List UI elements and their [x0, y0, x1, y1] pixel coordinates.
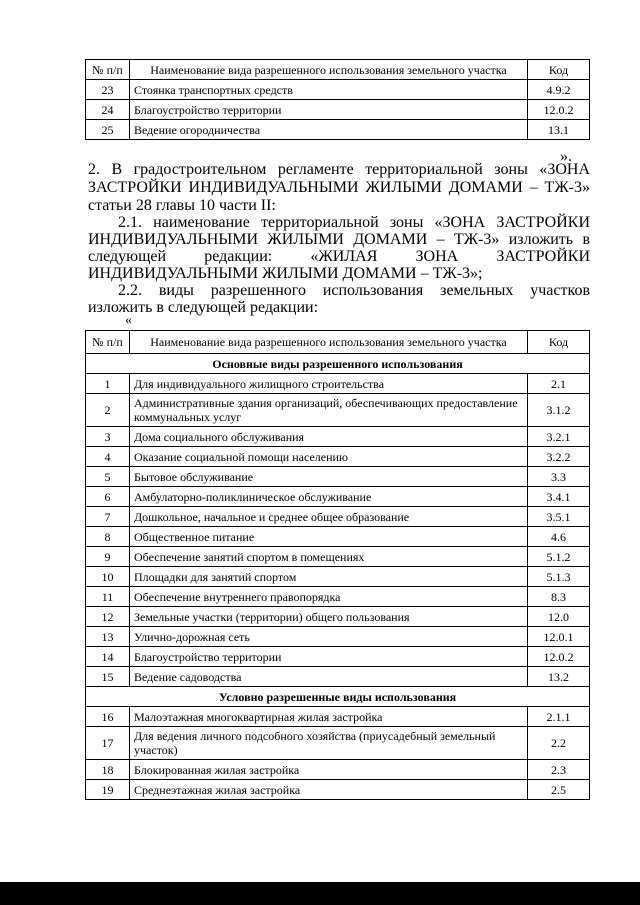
- row-name: Благоустройство территории: [130, 100, 528, 120]
- row-num: 8: [86, 527, 130, 547]
- row-name: Оказание социальной помощи населению: [130, 447, 528, 467]
- table-row: [86, 760, 590, 780]
- row-code: 5.1.3: [528, 567, 590, 587]
- row-name: Дошкольное, начальное и среднее общее образование: [130, 507, 528, 527]
- row-code: 5.1.2: [528, 547, 590, 567]
- table-row: [86, 607, 590, 627]
- table-row: [86, 374, 590, 394]
- row-name: Обеспечение занятий спортом в помещениях: [130, 547, 528, 567]
- paragraph-2-2-line-1: 2.2. виды разрешенного использования земельных участков: [118, 282, 590, 299]
- table-row: [86, 100, 590, 120]
- row-num: 9: [86, 547, 130, 567]
- row-code: 2.2: [528, 727, 590, 760]
- paragraph-2-1-line-2: ИНДИВИДУАЛЬНЫМИ ЖИЛЫМИ ДОМАМИ – ТЖ-3» изложить в: [88, 231, 590, 248]
- row-name: Благоустройство территории: [130, 647, 528, 667]
- row-name: Бытовое обслуживание: [130, 467, 528, 487]
- row-num: 1: [86, 374, 130, 394]
- row-code: 3.2.2: [528, 447, 590, 467]
- table-row: [86, 547, 590, 567]
- row-num: 3: [86, 427, 130, 447]
- row-name: Обеспечение внутреннего правопорядка: [130, 587, 528, 607]
- row-code: 3.4.1: [528, 487, 590, 507]
- row-name: Среднеэтажная жилая застройка: [130, 780, 528, 800]
- row-name: Для индивидуального жилищного строительства: [130, 374, 528, 394]
- table-row: [86, 80, 590, 100]
- row-num: 14: [86, 647, 130, 667]
- table-header-row: [86, 331, 590, 354]
- row-code: 4.9.2: [528, 80, 590, 100]
- section-row-conditional: [86, 687, 590, 707]
- row-num: 12: [86, 607, 130, 627]
- row-name: Малоэтажная многоквартирная жилая застройка: [130, 707, 528, 727]
- row-num: 4: [86, 447, 130, 467]
- row-num: 24: [86, 100, 130, 120]
- table-header-row: [86, 60, 590, 80]
- row-name: Блокированная жилая застройка: [130, 760, 528, 780]
- paragraph-2-1-line-1: 2.1. наименование территориальной зоны «ЗОНА ЗАСТРОЙКИ: [118, 214, 590, 231]
- section-row-main: [86, 354, 590, 374]
- row-code: 2.3: [528, 760, 590, 780]
- row-num: 5: [86, 467, 130, 487]
- row-name: Земельные участки (территории) общего пользования: [130, 607, 528, 627]
- row-name: Административные здания организаций, обеспечивающих предоставление коммунальных услуг: [130, 394, 528, 427]
- table-row: [86, 587, 590, 607]
- row-name: Улично-дорожная сеть: [130, 627, 528, 647]
- row-name: Амбулаторно-поликлиническое обслуживание: [130, 487, 528, 507]
- row-code: 3.3: [528, 467, 590, 487]
- row-name: Ведение садоводства: [130, 667, 528, 687]
- section-title-main: Основные виды разрешенного использования: [86, 354, 590, 374]
- row-code: 2.1: [528, 374, 590, 394]
- row-code: 12.0: [528, 607, 590, 627]
- row-num: 19: [86, 780, 130, 800]
- header-name: Наименование вида разрешенного использования земельного участка: [130, 60, 528, 80]
- paragraph-2-line-2: ЗАСТРОЙКИ ИНДИВИДУАЛЬНЫМИ ЖИЛЫМИ ДОМАМИ – ТЖ-3»: [88, 179, 590, 196]
- scan-bottom-bar: [0, 882, 640, 905]
- table-row: [86, 627, 590, 647]
- table-row: [86, 727, 590, 760]
- row-num: 6: [86, 487, 130, 507]
- section-title-conditional: Условно разрешенные виды использования: [86, 687, 590, 707]
- row-name: Площадки для занятий спортом: [130, 567, 528, 587]
- paragraph-2-line-3: статьи 28 главы 10 части II:: [88, 197, 276, 214]
- table-row: [86, 667, 590, 687]
- table-row: [86, 120, 590, 140]
- row-code: 4.6: [528, 527, 590, 547]
- row-code: 3.1.2: [528, 394, 590, 427]
- header-code: Код: [528, 60, 590, 80]
- row-num: 7: [86, 507, 130, 527]
- table-row: [86, 467, 590, 487]
- row-code: 8.3: [528, 587, 590, 607]
- row-num: 16: [86, 707, 130, 727]
- header-name: Наименование вида разрешенного использования земельного участка: [130, 331, 528, 354]
- table-row: [86, 447, 590, 467]
- table-row: [86, 507, 590, 527]
- paragraph-2-1-line-3: следующей редакции: «ЖИЛАЯ ЗОНА ЗАСТРОЙКИ: [88, 248, 590, 265]
- row-code: 12.0.2: [528, 100, 590, 120]
- row-num: 25: [86, 120, 130, 140]
- row-num: 18: [86, 760, 130, 780]
- row-num: 13: [86, 627, 130, 647]
- row-code: 2.5: [528, 780, 590, 800]
- row-name: Ведение огородничества: [130, 120, 528, 140]
- row-num: 15: [86, 667, 130, 687]
- table-row: [86, 527, 590, 547]
- table-row: [86, 394, 590, 427]
- table-row: [86, 487, 590, 507]
- row-code: 2.1.1: [528, 707, 590, 727]
- row-num: 10: [86, 567, 130, 587]
- row-num: 23: [86, 80, 130, 100]
- row-num: 17: [86, 727, 130, 760]
- opening-quote: «: [125, 313, 132, 328]
- table-row: [86, 707, 590, 727]
- paragraph-2-2-line-2: изложить в следующей редакции:: [88, 299, 319, 316]
- row-code: 12.0.2: [528, 647, 590, 667]
- row-num: 2: [86, 394, 130, 427]
- table-continuation: [85, 59, 590, 140]
- row-name: Для ведения личного подсобного хозяйства (приусадебный земельный участок): [130, 727, 528, 760]
- row-code: 3.5.1: [528, 507, 590, 527]
- table-row: [86, 427, 590, 447]
- header-num: № п/п: [86, 60, 130, 80]
- closing-quote: ».: [560, 148, 572, 165]
- paragraph-2-line-1: 2. В градостроительном регламенте территориальной зоны «ЗОНА: [88, 161, 590, 178]
- table-row: [86, 647, 590, 667]
- row-code: 3.2.1: [528, 427, 590, 447]
- table-row: [86, 567, 590, 587]
- row-name: Стоянка транспортных средств: [130, 80, 528, 100]
- row-num: 11: [86, 587, 130, 607]
- row-code: 13.2: [528, 667, 590, 687]
- row-name: Дома социального обслуживания: [130, 427, 528, 447]
- header-num: № п/п: [86, 331, 130, 354]
- row-name: Общественное питание: [130, 527, 528, 547]
- row-code: 12.0.1: [528, 627, 590, 647]
- row-code: 13.1: [528, 120, 590, 140]
- table-permitted-uses: [85, 330, 590, 800]
- header-code: Код: [528, 331, 590, 354]
- paragraph-2-1-line-4: ИНДИВИДУАЛЬНЫМИ ЖИЛЫМИ ДОМАМИ – ТЖ-3»;: [88, 265, 483, 282]
- table-row: [86, 780, 590, 800]
